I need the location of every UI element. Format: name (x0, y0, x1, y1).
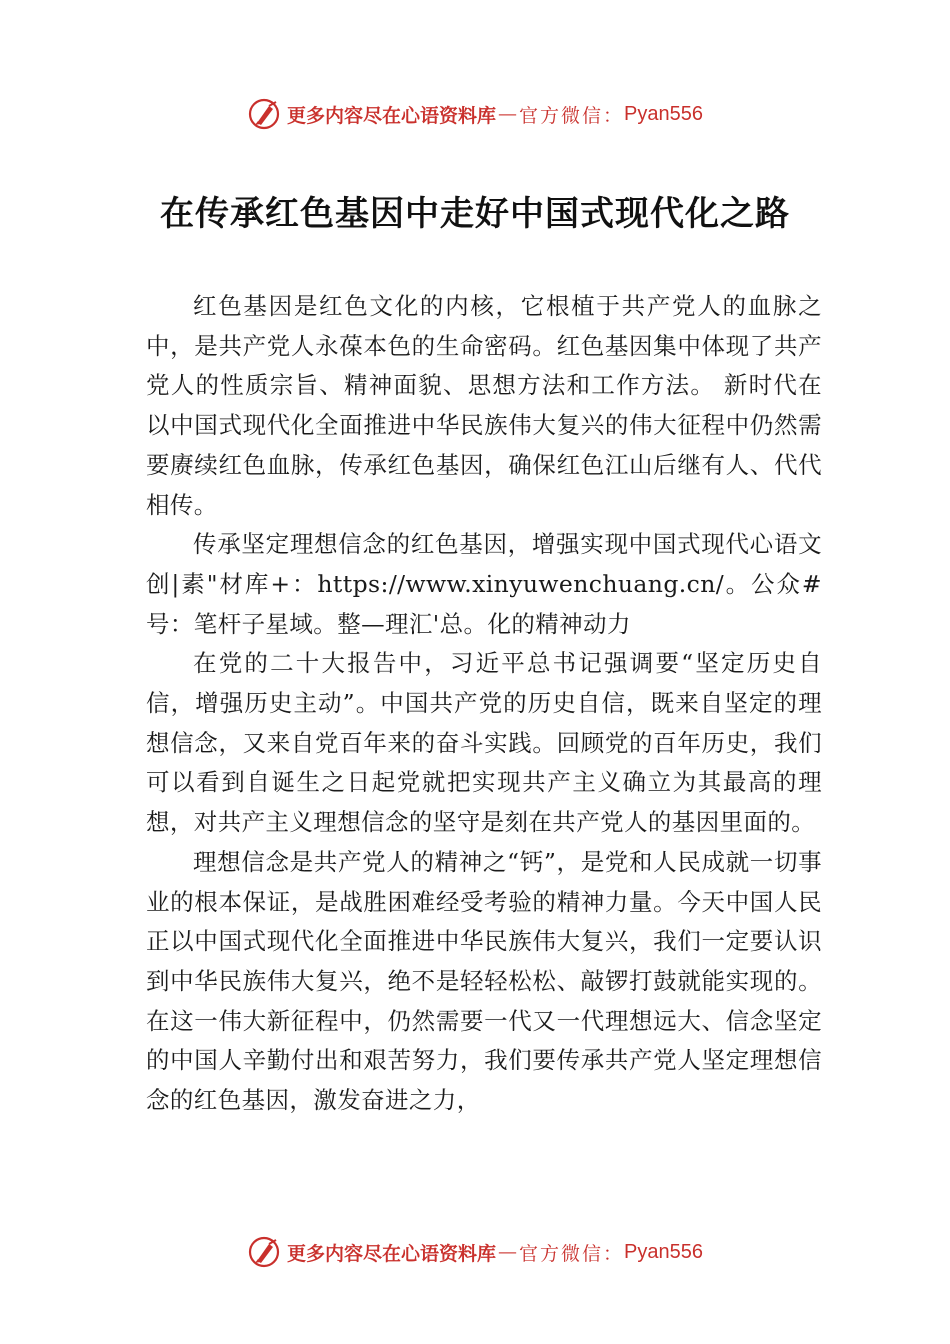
banner-site-text: 更多内容尽在心语资料库 (287, 104, 497, 127)
banner-wechat-label: 官方微信： (519, 104, 625, 127)
header-watermark-banner (0, 94, 950, 134)
paragraph: 红色基因是红色文化的内核，它根植于共产党人的血脉之中，是共产党人永葆本色的生命密码。红色基因集中体现了共产党人的性质宗旨、精神面貌、思想方法和工作方法。 新时代在以中国式现代化全面推进中华民族伟大复兴的伟大征程中仍然需要赓续红色血脉，传承红色基因，确保红色江山后继有人、代代相传。 (146, 292, 822, 519)
banner-wechat-id: Pyan556 (624, 102, 703, 125)
paragraph: 在党的二十大报告中，习近平总书记强调要“坚定历史自信，增强历史主动”。中国共产党的历史自信，既来自坚定的理想信念，又来自党百年来的奋斗实践。回顾党的百年历史，我们可以看到自诞生之日起党就把实现共产主义确立为其最高的理想，对共产主义理想信念的坚守是刻在共产党人的基因里面的。 (146, 649, 822, 837)
banner-separator: — (498, 103, 518, 125)
banner-separator: — (498, 1241, 518, 1263)
document-body (146, 287, 822, 1121)
pen-logo-icon (247, 97, 281, 131)
banner-wechat-label: 官方微信： (519, 1242, 625, 1265)
document-title: 在传承红色基因中走好中国式现代化之路 (160, 194, 790, 234)
footer-watermark-banner (0, 1232, 950, 1272)
paragraph-with-watermark: 传承坚定理想信念的红色基因，增强实现中国式现代心语文创|素"材库+：https://www.xinyuwenchuang.cn/。公众#号：笔杆子星域。整—理汇'总。化的精神动力 (146, 530, 822, 638)
pen-logo-icon (247, 1235, 281, 1269)
banner-wechat-id: Pyan556 (624, 1240, 703, 1263)
banner-site-text: 更多内容尽在心语资料库 (287, 1242, 497, 1265)
paragraph: 理想信念是共产党人的精神之“钙”，是党和人民成就一切事业的根本保证，是战胜困难经受考验的精神力量。今天中国人民正以中国式现代化全面推进中华民族伟大复兴，我们一定要认识到中华民族伟大复兴，绝不是轻轻松松、敲锣打鼓就能实现的。在这一伟大新征程中，仍然需要一代又一代理想远大、信念坚定的中国人辛勤付出和艰苦努力，我们要传承共产党人坚定理想信念的红色基因，激发奋进之力， (146, 847, 822, 1115)
